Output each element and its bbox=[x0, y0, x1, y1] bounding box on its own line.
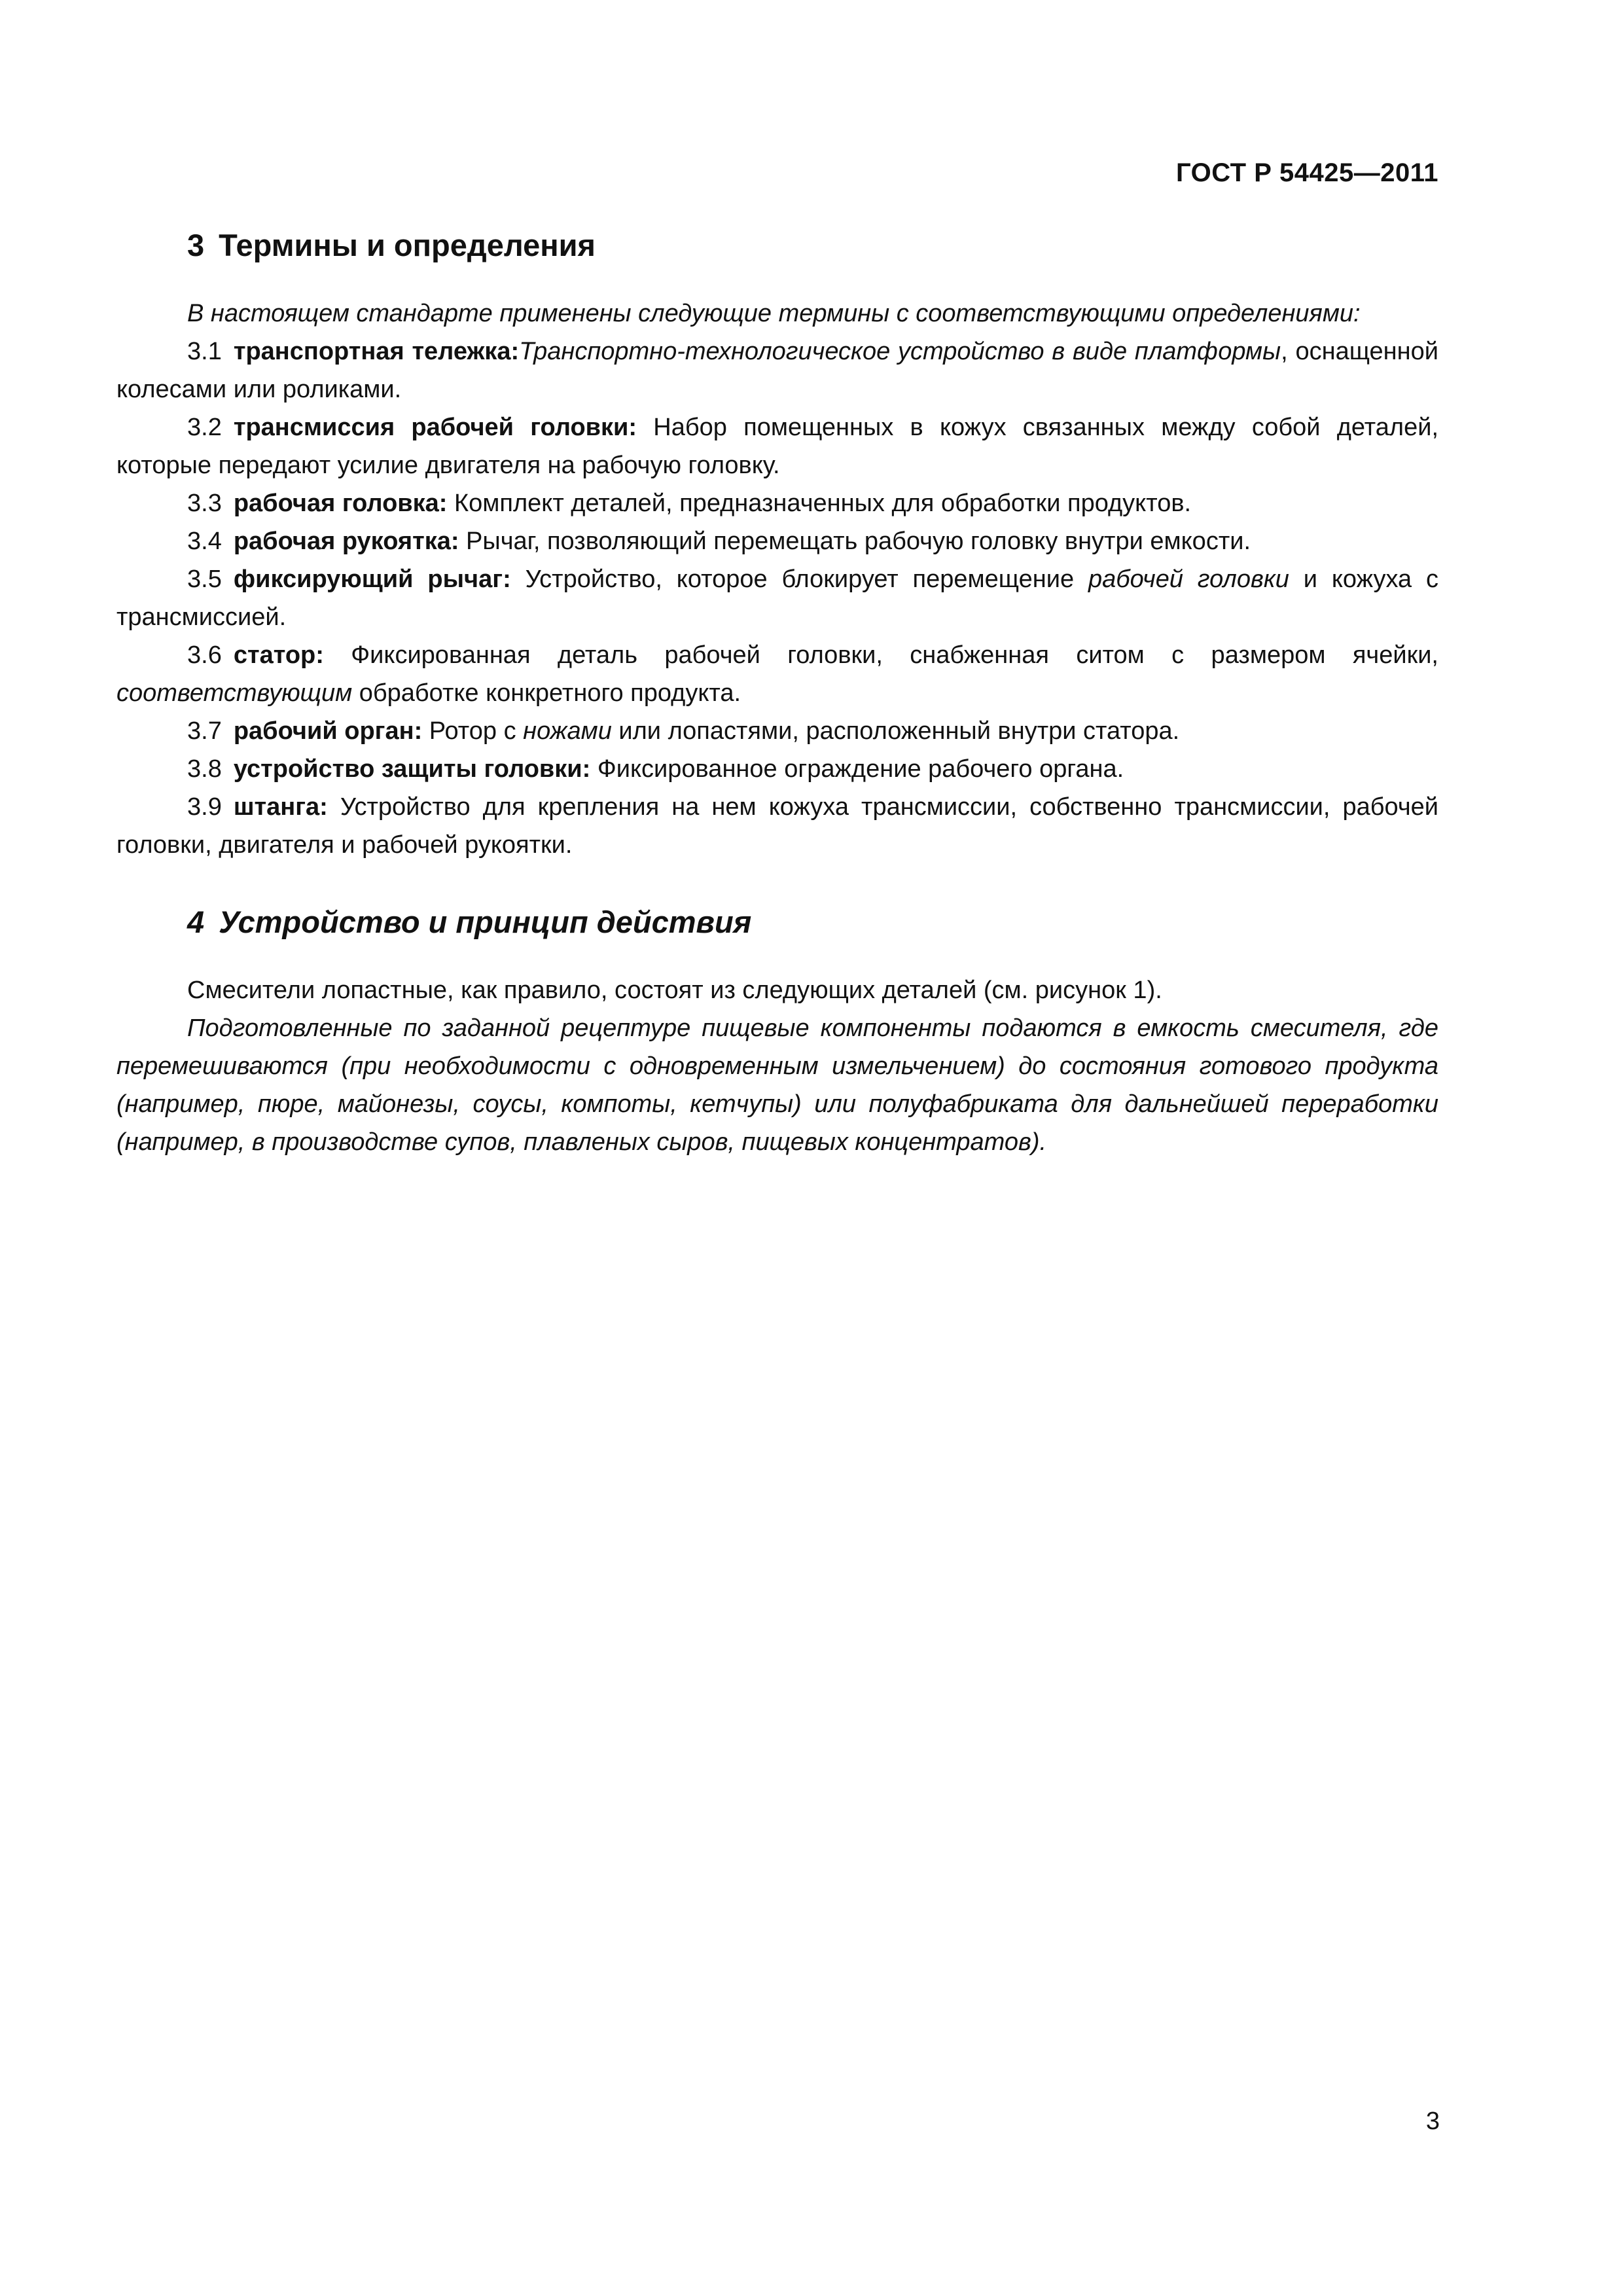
section-4-paragraph-2: Подготовленные по заданной рецептуре пищевые компоненты подаются в емкость смесителя, где перемешиваются (при необходимости с одновременным измельчением) до состояния готового продукта (например, пюре, майонезы, соусы, компоты, кетчупы) или полуфабриката для дальнейшей переработки (например, в производстве супов, плавленых сыров, пищевых концентратов). bbox=[116, 1014, 1438, 1156]
term-definition: Фиксированная деталь рабочей головки, снабженная ситом с размером ячейки, bbox=[323, 641, 1438, 669]
page-content bbox=[116, 223, 1438, 1161]
term-definition-continued: и кожуха с трансмиссией. bbox=[116, 565, 1438, 631]
term-number: 3.8 bbox=[187, 755, 222, 783]
term-item bbox=[116, 750, 1438, 788]
term-name: рабочая рукоятка: bbox=[233, 528, 459, 555]
term-definition-italic: Транспортно-технологическое устройство в виде платформы bbox=[519, 338, 1281, 365]
term-item bbox=[116, 712, 1438, 750]
term-definition: Комплект деталей, предназначенных для обработки продуктов. bbox=[447, 490, 1192, 517]
section-3-title: Термины и определения bbox=[219, 228, 596, 262]
term-item bbox=[116, 484, 1438, 522]
term-name: устройство защиты головки: bbox=[233, 755, 591, 783]
term-name: трансмиссия рабочей головки: bbox=[233, 414, 637, 441]
term-definition: Устройство, которое блокирует перемещение bbox=[510, 565, 1088, 593]
page-number: 3 bbox=[1425, 2108, 1440, 2135]
term-number: 3.3 bbox=[187, 490, 222, 517]
term-item bbox=[116, 560, 1438, 636]
term-item bbox=[116, 636, 1438, 712]
term-name: рабочая головка: bbox=[233, 490, 448, 517]
term-item bbox=[116, 408, 1438, 484]
section-3-intro: В настоящем стандарте применены следующие термины с соответствующими определениями: bbox=[187, 300, 1361, 327]
term-name: статор: bbox=[233, 641, 324, 669]
term-definition: Набор помещенных в кожух связанных между собой деталей, которые передают усилие двигателя на рабочую головку. bbox=[116, 414, 1438, 479]
term-definition: Рычаг, позволяющий перемещать рабочую головку внутри емкости. bbox=[459, 528, 1251, 555]
term-item bbox=[116, 522, 1438, 560]
term-number: 3.7 bbox=[187, 717, 222, 745]
term-name: фиксирующий рычаг: bbox=[233, 565, 511, 593]
term-name: транспортная тележка: bbox=[233, 338, 520, 365]
document-code: ГОСТ Р 54425—2011 bbox=[1176, 158, 1438, 187]
term-number: 3.5 bbox=[187, 565, 222, 593]
terms-list bbox=[116, 332, 1438, 864]
section-4-paragraph-1: Смесители лопастные, как правило, состоят из следующих деталей (см. рисунок 1). bbox=[187, 977, 1162, 1004]
section-4-title: Устройство и принцип действия bbox=[219, 905, 752, 939]
term-definition-continued: или лопастями, расположенный внутри статора. bbox=[611, 717, 1180, 745]
term-definition: Ротор с bbox=[422, 717, 524, 745]
section-4-heading bbox=[187, 899, 1438, 945]
term-definition-continued: обработке конкретного продукта. bbox=[352, 679, 741, 707]
term-definition-italic: рабочей головки bbox=[1088, 565, 1289, 593]
term-number: 3.6 bbox=[187, 641, 222, 669]
section-3-heading bbox=[187, 223, 1438, 268]
term-definition-italic: соответствующим bbox=[116, 679, 353, 707]
section-3-number: 3 bbox=[187, 228, 205, 262]
term-definition-continued: , оснащенной колесами или роликами. bbox=[116, 338, 1439, 403]
term-name: штанга: bbox=[233, 793, 328, 821]
term-number: 3.9 bbox=[187, 793, 222, 821]
term-definition: Фиксированное ограждение рабочего органа. bbox=[590, 755, 1124, 783]
term-number: 3.4 bbox=[187, 528, 222, 555]
term-item bbox=[116, 332, 1438, 408]
term-definition: Устройство для крепления на нем кожуха трансмиссии, собственно трансмиссии, рабочей головки, двигателя и рабочей рукоятки. bbox=[116, 793, 1438, 859]
term-definition-italic: ножами bbox=[523, 717, 612, 745]
term-number: 3.1 bbox=[187, 338, 222, 365]
term-name: рабочий орган: bbox=[233, 717, 423, 745]
section-4-number: 4 bbox=[187, 905, 205, 939]
term-number: 3.2 bbox=[187, 414, 222, 441]
term-item bbox=[116, 788, 1438, 864]
